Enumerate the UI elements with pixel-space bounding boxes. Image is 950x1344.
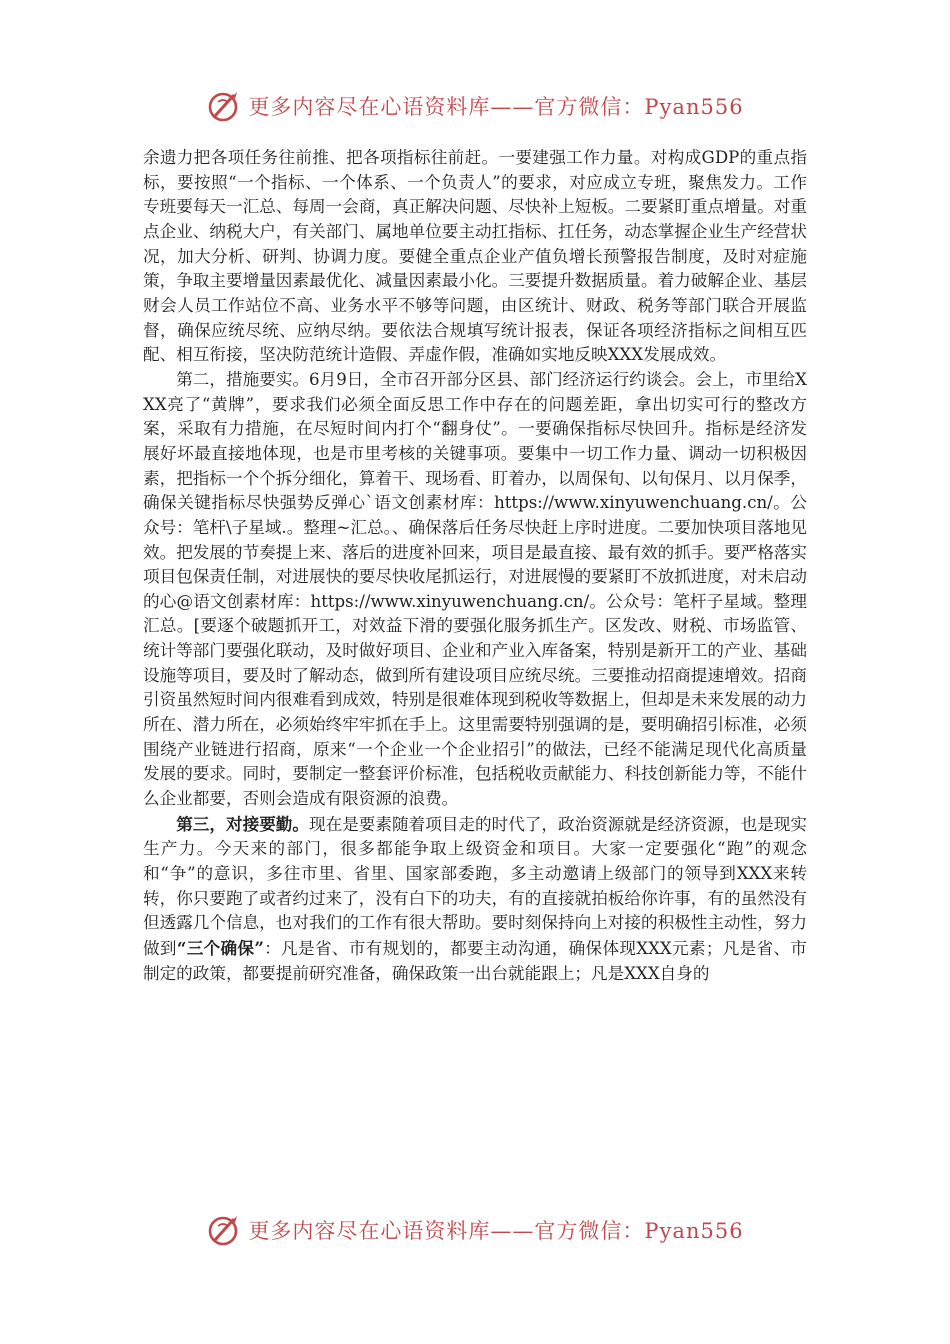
- header-watermark-banner: [0, 84, 950, 128]
- footer-watermark-text: 更多内容尽在心语资料库——官方微信：Pyan556: [248, 1219, 744, 1243]
- paragraph-3: [143, 812, 807, 987]
- paragraph-3-heading: 第三，对接要勤。: [176, 813, 309, 834]
- paragraph-2-text: 第二，措施要实。6月9日，全市召开部分区县、部门经济运行约谈会。会上，市里给XXX亮了“黄牌”，要求我们必须全面反思工作中存在的问题差距，拿出切实可行的整改方案，采取有力措施，在尽短时间内打个“翻身仗”。一要确保指标尽快回升。指标是经济发展好坏最直接地体现，也是市里考核的关键事项。要集中一切工作力量、调动一切积极因素，把指标一个个拆分细化，算着干、现场看、盯着办，以周保旬、以旬保月、以月保季，确保关键指标尽快强势反弹心`语文创素材库：https://www.xinyuwenchuang.cn/。公众号：笔杆\子星域.。整理~汇总。、确保落后任务尽快赶上序时进度。二要加快项目落地见效。把发展的节奏提上来、落后的进度补回来，项目是最直接、最有效的抓手。要严格落实项目包保责任制，对进展快的要尽快收尾抓运行，对进展慢的要紧盯不放抓进度，对未启动的心@语文创素材库：https://www.xinyuwenchuang.cn/。公众号：笔杆子星域。整理汇总。[要逐个破题抓开工，对效益下滑的要强化服务抓生产。区发改、财税、市场监管、统计等部门要强化联动，及时做好项目、企业和产业入库备案，特别是新开工的产业、基础设施等项目，要及时了解动态，做到所有建设项目应统尽统。三要推动招商提速增效。招商引资虽然短时间内很难看到成效，特别是很难体现到税收等数据上，但却是未来发展的动力所在、潜力所在，必须始终牢牢抓在手上。这里需要特别强调的是，要明确招引标准，必须围绕产业链进行招商，原来“一个企业一个企业招引”的做法，已经不能满足现代化高质量发展的要求。同时，要制定一整套评价标准，包括税收贡献能力、科技创新能力等，不能什么企业都要，否则会造成有限资源的浪费。: [143, 369, 807, 809]
- document-body: [143, 146, 807, 986]
- paragraph-3-text-a: 现在是要素随着项目走的时代了，政治资源就是经济资源，也是现实生产力。今天来的部门，很多都能争取上级资金和项目。大家一定要强化“跑”的观念和“争”的意识，多往市里、省里、国家部委跑，多主动邀请上级部门的领导到XXX来转转，你只要跑了或者约过来了，没有白下的功夫，有的直接就拍板给你许事，有的虽然没有但透露几个信息，也对我们的工作有很大帮助。要时刻保持向上对接的积极性主动性，努力做到: [143, 814, 808, 958]
- paragraph-3-text-b: ：凡是省、市有规划的，都要主动沟通，确保体现XXX元素；凡是省、市制定的政策，都要提前研究准备，确保政策一出台就能跟上；凡是XXX自身的: [143, 939, 807, 983]
- paragraph-3-emphasis: “三个确保”: [176, 938, 264, 958]
- pen-logo-icon: [206, 88, 242, 124]
- pen-logo-icon: [206, 1212, 242, 1248]
- paragraph-1: [143, 146, 807, 368]
- footer-watermark-banner: [0, 1208, 950, 1252]
- paragraph-1-text: 余遗力把各项任务往前推、把各项指标往前赶。一要建强工作力量。对构成GDP的重点指标，要按照“一个指标、一个体系、一个负责人”的要求，对应成立专班，聚焦发力。工作专班要每天一汇总、每周一会商，真正解决问题、尽快补上短板。二要紧盯重点增量。对重点企业、纳税大户，有关部门、属地单位要主动扛指标、扛任务，动态掌握企业生产经营状况，加大分析、研判、协调力度。要健全重点企业产值负增长预警报告制度，及时对症施策，争取主要增量因素最优化、减量因素最小化。三要提升数据质量。着力破解企业、基层财会人员工作站位不高、业务水平不够等问题，由区统计、财政、税务等部门联合开展监督，确保应统尽统、应纳尽纳。要依法合规填写统计报表，保证各项经济指标之间相互匹配、相互衔接，坚决防范统计造假、弄虚作假，准确如实地反映XXX发展成效。: [143, 148, 807, 365]
- header-watermark-text: 更多内容尽在心语资料库——官方微信：Pyan556: [248, 95, 744, 119]
- paragraph-2: [143, 368, 807, 812]
